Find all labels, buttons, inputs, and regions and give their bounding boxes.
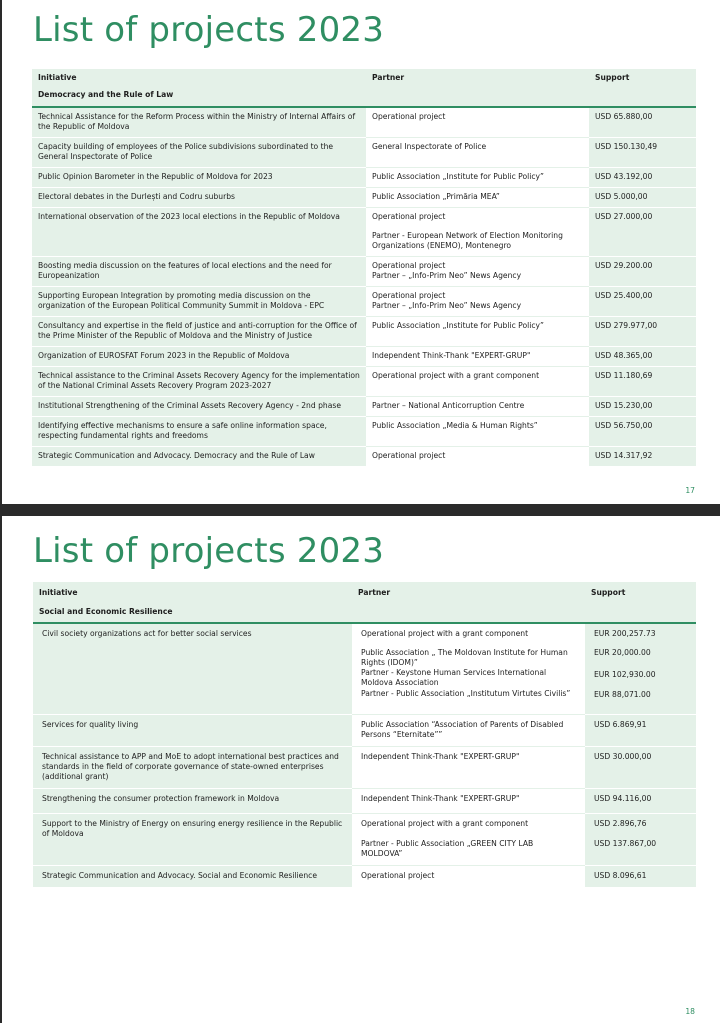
partner-cell — [366, 107, 589, 138]
partner-cell — [352, 623, 585, 715]
table-row — [32, 138, 696, 168]
table-row — [32, 107, 696, 138]
initiative-cell: Organization of EUROSFAT Forum 2023 in the Republic of Moldova — [32, 347, 366, 367]
table-row — [33, 623, 696, 715]
support-cell — [589, 367, 696, 397]
page-title: List of projects 2023 — [33, 10, 385, 50]
support-line: USD 11.180,69 — [595, 371, 653, 380]
document-page-17 — [2, 0, 720, 504]
support-line: USD 25.400,00 — [595, 291, 653, 300]
partner-line: Operational project — [372, 261, 446, 270]
initiative-cell: Electoral debates in the Durlești and Codru suburbs — [32, 188, 366, 208]
support-line: USD 2.896,76 — [594, 819, 647, 828]
table-row — [33, 866, 696, 888]
initiative-cell: International observation of the 2023 local elections in the Republic of Moldova — [32, 208, 366, 257]
support-cell — [589, 208, 696, 257]
partner-line: Partner – „Info-Prim Neo” News Agency — [372, 271, 522, 280]
support-line: USD 94.116,00 — [594, 794, 652, 803]
support-line: USD 30.000,00 — [594, 752, 652, 761]
support-cell — [589, 317, 696, 347]
support-cell — [585, 814, 696, 866]
partner-line: Operational project with a grant component — [372, 371, 540, 380]
section-row — [32, 86, 696, 107]
partner-line: Operational project with a grant component — [361, 819, 529, 828]
initiative-cell: Strategic Communication and Advocacy. Social and Economic Resilience — [33, 866, 352, 888]
section-title: Social and Economic Resilience — [33, 602, 352, 623]
partner-cell — [366, 367, 589, 397]
table-row — [33, 747, 696, 789]
support-line: EUR 200,257.73 — [594, 629, 656, 638]
support-line: USD 15.230,00 — [595, 401, 653, 410]
initiative-cell: Supporting European Integration by promoting media discussion on the organization of the European Political Community Summit in Moldova - EPC — [32, 287, 366, 317]
projects-table — [33, 582, 696, 887]
table-row — [32, 367, 696, 397]
table-row — [32, 447, 696, 467]
header-partner: Partner — [352, 582, 585, 602]
table-header-row — [33, 582, 696, 602]
partner-line: Partner - Keystone Human Services International Moldova Association — [361, 668, 547, 687]
support-cell — [589, 347, 696, 367]
support-line: EUR 20,000.00 — [594, 648, 651, 657]
support-cell — [589, 397, 696, 417]
partner-cell — [352, 814, 585, 866]
partner-line: Operational project — [372, 451, 446, 460]
support-line: USD 8.096,61 — [594, 871, 647, 880]
initiative-cell: Technical Assistance for the Reform Process within the Ministry of Internal Affairs of the Republic of Moldova — [32, 107, 366, 138]
partner-cell — [366, 397, 589, 417]
support-cell — [589, 287, 696, 317]
support-line: USD 279.977,00 — [595, 321, 658, 330]
partner-cell — [352, 866, 585, 888]
partner-line: Independent Think-Thank "EXPERT-GRUP" — [372, 351, 531, 360]
partner-line: Public Association „Institute for Public Policy” — [372, 172, 544, 181]
table-row — [33, 789, 696, 814]
initiative-cell: Capacity building of employees of the Police subdivisions subordinated to the General Inspectorate of Police — [32, 138, 366, 168]
initiative-cell: Technical assistance to APP and MoE to adopt international best practices and standards in the field of corporate governance of state-owned enterprises (additional grant) — [33, 747, 352, 789]
table-row — [33, 715, 696, 747]
table-row — [32, 287, 696, 317]
partner-cell — [366, 287, 589, 317]
header-support: Support — [589, 69, 696, 86]
initiative-cell: Strategic Communication and Advocacy. Democracy and the Rule of Law — [32, 447, 366, 467]
support-line: USD 43.192,00 — [595, 172, 653, 181]
support-cell — [585, 789, 696, 814]
support-cell — [585, 747, 696, 789]
table-row — [33, 814, 696, 866]
table-row — [32, 417, 696, 447]
table-row — [32, 208, 696, 257]
support-line: EUR 88,071.00 — [594, 690, 651, 699]
page-number: 17 — [685, 486, 695, 495]
support-line: EUR 102,930.00 — [594, 670, 656, 679]
support-cell — [589, 188, 696, 208]
partner-cell — [366, 138, 589, 168]
support-cell — [585, 866, 696, 888]
support-line: USD 6.869,91 — [594, 720, 647, 729]
header-initiative: Initiative — [32, 69, 366, 86]
support-line: USD 14.317,92 — [595, 451, 653, 460]
table-row — [32, 397, 696, 417]
initiative-cell: Consultancy and expertise in the field of justice and anti-corruption for the Office of the Prime Minister of the Republic of Moldova and the Ministry of Justice — [32, 317, 366, 347]
table-row — [32, 317, 696, 347]
support-line: USD 27.000,00 — [595, 212, 653, 221]
support-cell — [589, 138, 696, 168]
initiative-cell: Civil society organizations act for better social services — [33, 623, 352, 715]
partner-line: Partner - Public Association „Institutum Virtutes Civilis” — [361, 689, 571, 698]
partner-cell — [366, 447, 589, 467]
support-line: USD 150.130,49 — [595, 142, 658, 151]
partner-line: Partner – National Anticorruption Centre — [372, 401, 525, 410]
partner-line: Operational project — [372, 291, 446, 300]
partner-line: General Inspectorate of Police — [372, 142, 487, 151]
partner-line: Independent Think-Thank "EXPERT-GRUP" — [361, 794, 520, 803]
partner-line: Partner - Public Association „GREEN CITY LAB MOLDOVA” — [361, 839, 534, 858]
table-row — [32, 257, 696, 287]
partner-line: Independent Think-Thank "EXPERT-GRUP" — [361, 752, 520, 761]
projects-table — [32, 69, 696, 466]
partner-cell — [366, 208, 589, 257]
initiative-cell: Strengthening the consumer protection framework in Moldova — [33, 789, 352, 814]
page-number: 18 — [685, 1007, 695, 1016]
support-cell — [585, 623, 696, 715]
support-line: USD 48.365,00 — [595, 351, 653, 360]
partner-line: Public Association “Association of Parents of Disabled Persons “Eternitate”” — [361, 720, 564, 739]
table-header-row — [32, 69, 696, 86]
support-line: USD 56.750,00 — [595, 421, 653, 430]
initiative-cell: Boosting media discussion on the features of local elections and the need for Europeanization — [32, 257, 366, 287]
partner-cell — [366, 347, 589, 367]
header-initiative: Initiative — [33, 582, 352, 602]
section-row — [33, 602, 696, 623]
header-support: Support — [585, 582, 696, 602]
section-title: Democracy and the Rule of Law — [32, 86, 366, 107]
initiative-cell: Services for quality living — [33, 715, 352, 747]
document-page-18 — [2, 516, 720, 1023]
support-cell — [589, 257, 696, 287]
partner-line: Public Association „Media & Human Rights” — [372, 421, 538, 430]
partner-line: Operational project — [361, 871, 435, 880]
partner-cell — [352, 747, 585, 789]
support-cell — [589, 447, 696, 467]
partner-line: Partner - European Network of Election Monitoring Organizations (ENEMO), Montenegro — [372, 231, 563, 250]
page-title: List of projects 2023 — [33, 531, 385, 571]
table-row — [32, 168, 696, 188]
partner-line: Public Association „Primăria MEA” — [372, 192, 500, 201]
support-cell — [589, 168, 696, 188]
partner-line: Public Association „ The Moldovan Institute for Human Rights (IDOM)” — [361, 648, 568, 667]
partner-cell — [366, 257, 589, 287]
partner-line: Public Association „Institute for Public Policy” — [372, 321, 544, 330]
support-line: USD 65.880,00 — [595, 112, 653, 121]
table-row — [32, 347, 696, 367]
support-line: USD 29.200.00 — [595, 261, 653, 270]
support-cell — [585, 715, 696, 747]
partner-cell — [366, 417, 589, 447]
partner-cell — [366, 168, 589, 188]
initiative-cell: Identifying effective mechanisms to ensure a safe online information space, respecting fundamental rights and freedoms — [32, 417, 366, 447]
partner-line: Operational project — [372, 212, 446, 221]
initiative-cell: Technical assistance to the Criminal Assets Recovery Agency for the implementation of the National Criminal Assets Recovery Program 2023-2027 — [32, 367, 366, 397]
support-line: USD 137.867,00 — [594, 839, 657, 848]
support-cell — [589, 107, 696, 138]
partner-line: Partner – „Info-Prim Neo” News Agency — [372, 301, 522, 310]
partner-cell — [352, 789, 585, 814]
partner-line: Operational project with a grant component — [361, 629, 529, 638]
partner-cell — [366, 317, 589, 347]
partner-cell — [366, 188, 589, 208]
partner-line: Operational project — [372, 112, 446, 121]
initiative-cell: Public Opinion Barometer in the Republic of Moldova for 2023 — [32, 168, 366, 188]
table-row — [32, 188, 696, 208]
support-line: USD 5.000,00 — [595, 192, 648, 201]
partner-cell — [352, 715, 585, 747]
initiative-cell: Support to the Ministry of Energy on ensuring energy resilience in the Republic of Moldova — [33, 814, 352, 866]
support-cell — [589, 417, 696, 447]
initiative-cell: Institutional Strengthening of the Criminal Assets Recovery Agency - 2nd phase — [32, 397, 366, 417]
header-partner: Partner — [366, 69, 589, 86]
